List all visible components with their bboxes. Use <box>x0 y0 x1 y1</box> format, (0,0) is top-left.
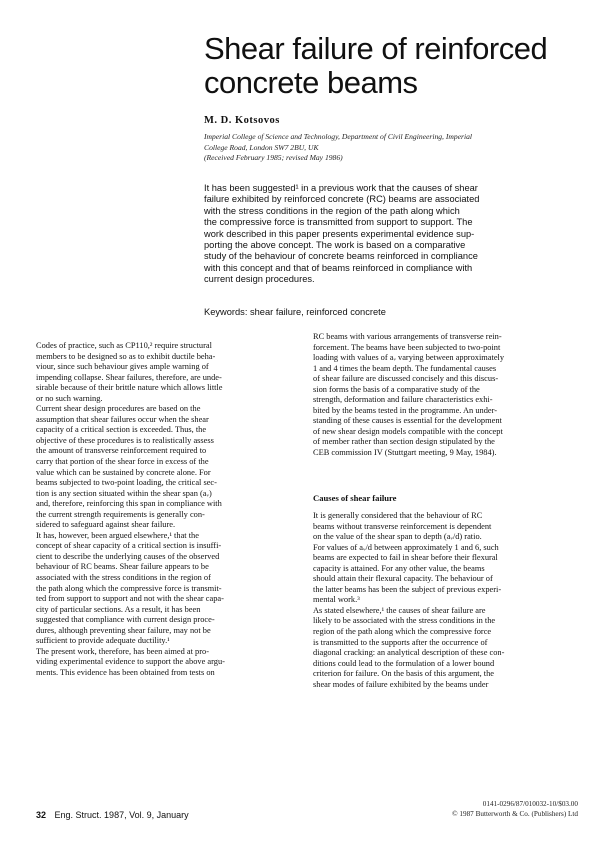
body-line: forcement. The beams have been subjected to two-point <box>313 342 501 352</box>
body-column-right-top <box>313 332 578 459</box>
body-column-left <box>36 341 306 679</box>
body-line: beams are expected to fail in shear before their flexural <box>313 553 498 563</box>
body-line: of member rather than section design stipulated by the <box>313 437 495 447</box>
abstract-line: It has been suggested¹ in a previous work that the causes of shear <box>204 183 478 193</box>
abstract-line: study of the behaviour of concrete beams reinforced in compliance <box>204 251 478 262</box>
body-line: For values of aᵥ/d between approximately 1 and 6, such <box>313 542 499 552</box>
body-line: region of the path along which the compressive force <box>313 627 492 637</box>
body-line: diagonal cracking: an analytical description of these con- <box>313 648 505 658</box>
body-line: capacity is attained. For any other value, the beams <box>313 563 485 573</box>
affiliation <box>204 132 564 164</box>
body-line: bited by the beams tested in the programme. An under- <box>313 405 498 415</box>
title-line: concrete beams <box>204 65 418 100</box>
body-line: of shear failure are discussed concisely and this discus- <box>313 374 499 384</box>
body-column-right-bottom <box>313 511 578 690</box>
body-line: ments. This evidence has been obtained from tests on <box>36 667 215 677</box>
body-line: ted from support to support and not with the shear capa- <box>36 594 224 604</box>
abstract-line: failure exhibited by reinforced concrete (RC) beams are associated <box>204 194 480 205</box>
abstract-line: the compressive force is transmitted from support to support. The <box>204 217 473 228</box>
body-line: sirable because of their brittle nature which allows little <box>36 383 223 393</box>
body-line: ditions could lead to the formulation of a lower bound <box>313 658 495 668</box>
page-number: 32 <box>36 810 47 820</box>
body-line: criterion for failure. On the basis of this argument, the <box>313 669 495 679</box>
abstract-line: with this concept and that of beams reinforced in compliance with <box>204 262 473 273</box>
body-line: objective of these procedures is to realistically assess <box>36 435 214 445</box>
body-line: impending collapse. Shear failures, therefore, are unde- <box>36 372 222 382</box>
body-line: suggested that compliance with current design proce- <box>36 615 215 625</box>
body-line: sufficient to provide adequate ductility.¹ <box>36 636 170 646</box>
issn-code: 0141-0296/87/010032-10/$03.00 <box>482 800 578 808</box>
copyright-notice: © 1987 Butterworth & Co. (Publishers) Ltd <box>452 810 578 818</box>
body-line: value which can be sustained by concrete alone. For <box>36 467 211 477</box>
body-line: CEB commission IV (Stuttgart meeting, 9 May, 1984). <box>313 448 497 458</box>
body-line: beams without transverse reinforcement is dependent <box>313 521 492 531</box>
body-line: Codes of practice, such as CP110,² require structural <box>36 341 212 350</box>
body-line: capacity of a critical section is exceeded. Thus, the <box>36 425 207 435</box>
body-line: viour, since such behaviour gives ample warning of <box>36 362 209 372</box>
body-line: tion is any section situated within the shear span (aᵥ) <box>36 488 212 498</box>
abstract-line: with the stress conditions in the region of the path along which <box>204 205 460 216</box>
body-line: RC beams with various arrangements of transverse rein- <box>313 332 502 341</box>
body-line: It is generally considered that the behaviour of RC <box>313 511 483 520</box>
affiliation-line: (Received February 1985; revised May 1986) <box>204 153 343 162</box>
body-line: behaviour of RC beams. Shear failure appears to be <box>36 562 209 572</box>
body-line: the amount of transverse reinforcement required to <box>36 446 207 456</box>
body-line: associated with the stress conditions in the region of <box>36 573 211 583</box>
body-line: on the value of the shear span to depth (aᵥ/d) ratio. <box>313 532 482 542</box>
body-line: As stated elsewhere,¹ the causes of shear failure are <box>313 605 486 615</box>
body-line: viding experimental evidence to support the above argu- <box>36 657 225 667</box>
abstract-line: current design procedures. <box>204 274 315 285</box>
body-line: sidered to safeguard against shear failure. <box>36 520 176 530</box>
body-line: The present work, therefore, has been aimed at pro- <box>36 646 210 656</box>
body-line: is transmitted to the supports after the occurrence of <box>313 637 488 647</box>
body-line: dures, although preventing shear failure, may not be <box>36 625 211 635</box>
body-line: the latter beams has been the subject of previous experi- <box>313 584 502 594</box>
body-line: Current shear design procedures are based on the <box>36 404 201 414</box>
publisher-codes <box>330 799 578 819</box>
journal-citation: Eng. Struct. 1987, Vol. 9, January <box>54 810 189 820</box>
section-heading: Causes of shear failure <box>313 493 397 503</box>
abstract-line: porting the above concept. The work is based on a comparative <box>204 240 466 251</box>
affiliation-line: College Road, London SW7 2BU, UK <box>204 142 319 152</box>
body-line: standing of these causes is essential for the development <box>313 416 502 426</box>
body-line: or no such warning. <box>36 393 103 403</box>
body-line: and, therefore, reinforcing this span in compliance with <box>36 499 222 509</box>
page-footer <box>36 810 189 820</box>
body-line: cient to describe the underlying causes of the observed <box>36 551 220 561</box>
keywords: Keywords: shear failure, reinforced concrete <box>204 307 386 317</box>
body-line: loading with values of aᵥ varying between approximately <box>313 353 505 363</box>
body-line: beams subjected to two-point loading, the critical sec- <box>36 478 217 488</box>
body-line: strength, deformation and failure characteristics exhi- <box>313 395 493 405</box>
body-line: of new shear design models compatible with the concept <box>313 426 503 436</box>
body-line: sion forms the basis of a comparative study of the <box>313 384 480 394</box>
author-name: M. D. Kotsovos <box>204 115 280 126</box>
body-line: members to be designed so as to exhibit ductile beha- <box>36 351 216 361</box>
body-line: It has, however, been argued elsewhere,¹ that the <box>36 530 199 540</box>
body-line: the path along which the compressive force is transmit- <box>36 583 222 593</box>
body-line: assumption that shear failures occur when the shear <box>36 414 209 424</box>
body-line: city of particular sections. As a result, it has been <box>36 604 201 614</box>
body-line: the current strength requirements is generally con- <box>36 509 205 519</box>
body-line: mental work.³ <box>313 595 360 605</box>
abstract-line: work described in this paper presents experimental evidence sup- <box>204 228 475 239</box>
body-line: carry that portion of the shear force in excess of the <box>36 457 209 467</box>
body-line: likely to be associated with the stress conditions in the <box>313 616 496 626</box>
body-line: shear modes of failure exhibited by the beams under <box>313 679 489 689</box>
body-line: concept of shear capacity of a critical section is insuffi- <box>36 541 222 551</box>
body-line: should attain their flexural capacity. The behaviour of <box>313 574 493 584</box>
body-line: 1 and 4 times the beam depth. The fundamental causes <box>313 363 497 373</box>
affiliation-line: Imperial College of Science and Technology, Department of Civil Engineering, Imperial <box>204 132 472 141</box>
title-line: Shear failure of reinforced <box>204 31 548 66</box>
abstract <box>204 183 576 286</box>
article-title <box>204 32 584 100</box>
